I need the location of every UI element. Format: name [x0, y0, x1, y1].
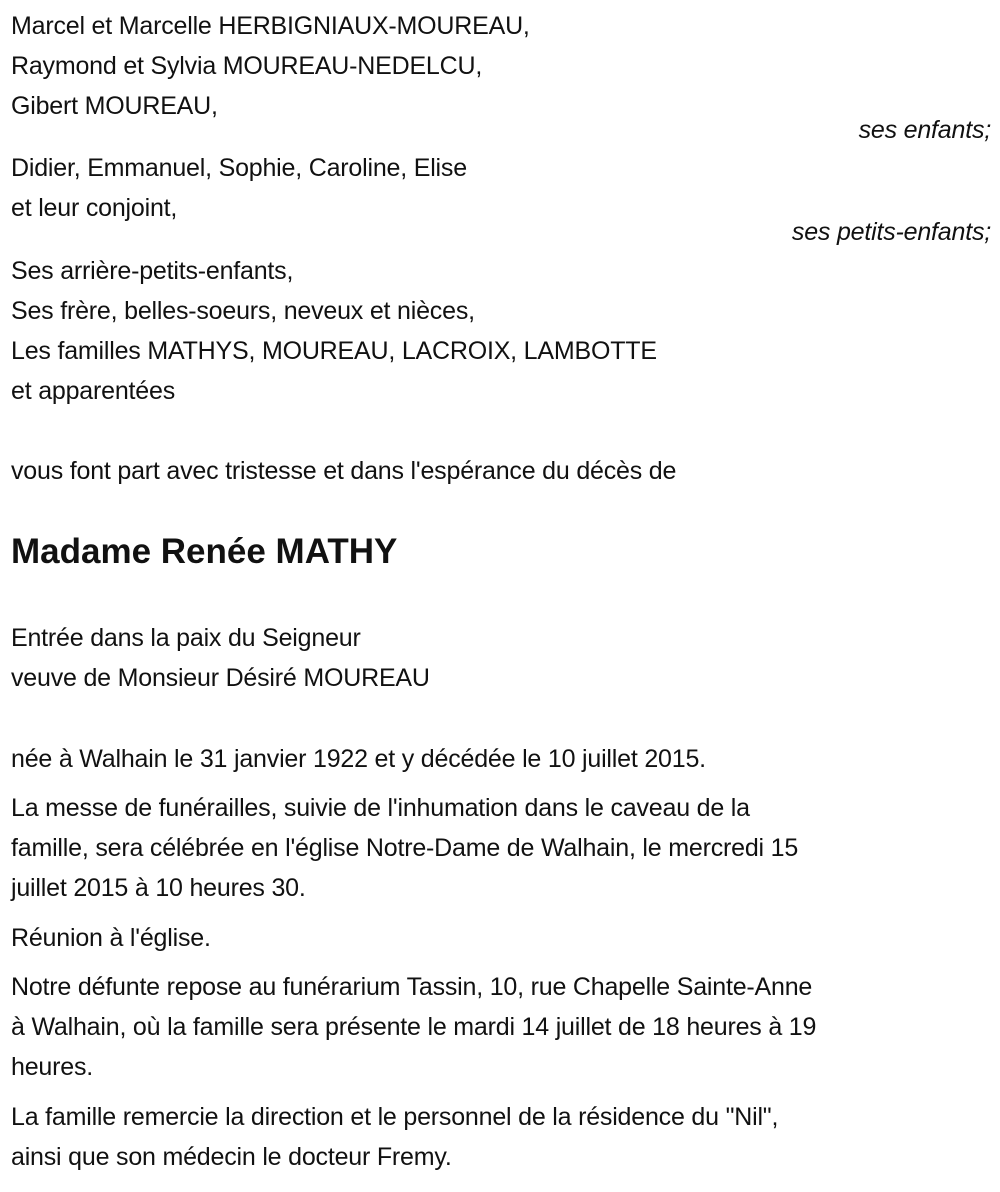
grandchildren-line-2: et leur conjoint,: [11, 194, 178, 222]
funeral-line-2: famille, sera célébrée en l'église Notre-Dame de Walhain, le mercredi 15: [11, 834, 799, 862]
family-line-1: Ses arrière-petits-enfants,: [11, 257, 294, 285]
subtitle-line-1: Entrée dans la paix du Seigneur: [11, 624, 361, 652]
family-line-4: et apparentées: [11, 377, 175, 405]
visitation-line-1: Notre défunte repose au funérarium Tassin, 10, rue Chapelle Sainte-Anne: [11, 973, 813, 1001]
thanks-line-1: La famille remercie la direction et le personnel de la résidence du "Nil",: [11, 1103, 779, 1131]
visitation-line-2: à Walhain, où la famille sera présente le mardi 14 juillet de 18 heures à 19: [11, 1013, 817, 1041]
visitation-line-3: heures.: [11, 1053, 93, 1081]
deceased-name: Madame Renée MATHY: [11, 532, 398, 571]
children-label: ses enfants;: [858, 116, 991, 144]
funeral-line-1: La messe de funérailles, suivie de l'inhumation dans le caveau de la: [11, 794, 750, 822]
children-line-1: Marcel et Marcelle HERBIGNIAUX-MOUREAU,: [11, 12, 530, 40]
family-line-3: Les familles MATHYS, MOUREAU, LACROIX, LAMBOTTE: [11, 337, 657, 365]
children-line-3: Gibert MOUREAU,: [11, 92, 218, 120]
meeting-info: Réunion à l'église.: [11, 924, 211, 952]
family-line-2: Ses frère, belles-soeurs, neveux et nièces,: [11, 297, 475, 325]
grandchildren-line-1: Didier, Emmanuel, Sophie, Caroline, Elise: [11, 154, 467, 182]
announcement-intro: vous font part avec tristesse et dans l'espérance du décès de: [11, 457, 677, 485]
grandchildren-label: ses petits-enfants;: [791, 218, 991, 246]
thanks-line-2: ainsi que son médecin le docteur Fremy.: [11, 1143, 452, 1171]
subtitle-line-2: veuve de Monsieur Désiré MOUREAU: [11, 664, 430, 692]
children-line-2: Raymond et Sylvia MOUREAU-NEDELCU,: [11, 52, 483, 80]
funeral-line-3: juillet 2015 à 10 heures 30.: [11, 874, 306, 902]
birth-death-dates: née à Walhain le 31 janvier 1922 et y décédée le 10 juillet 2015.: [11, 745, 706, 773]
